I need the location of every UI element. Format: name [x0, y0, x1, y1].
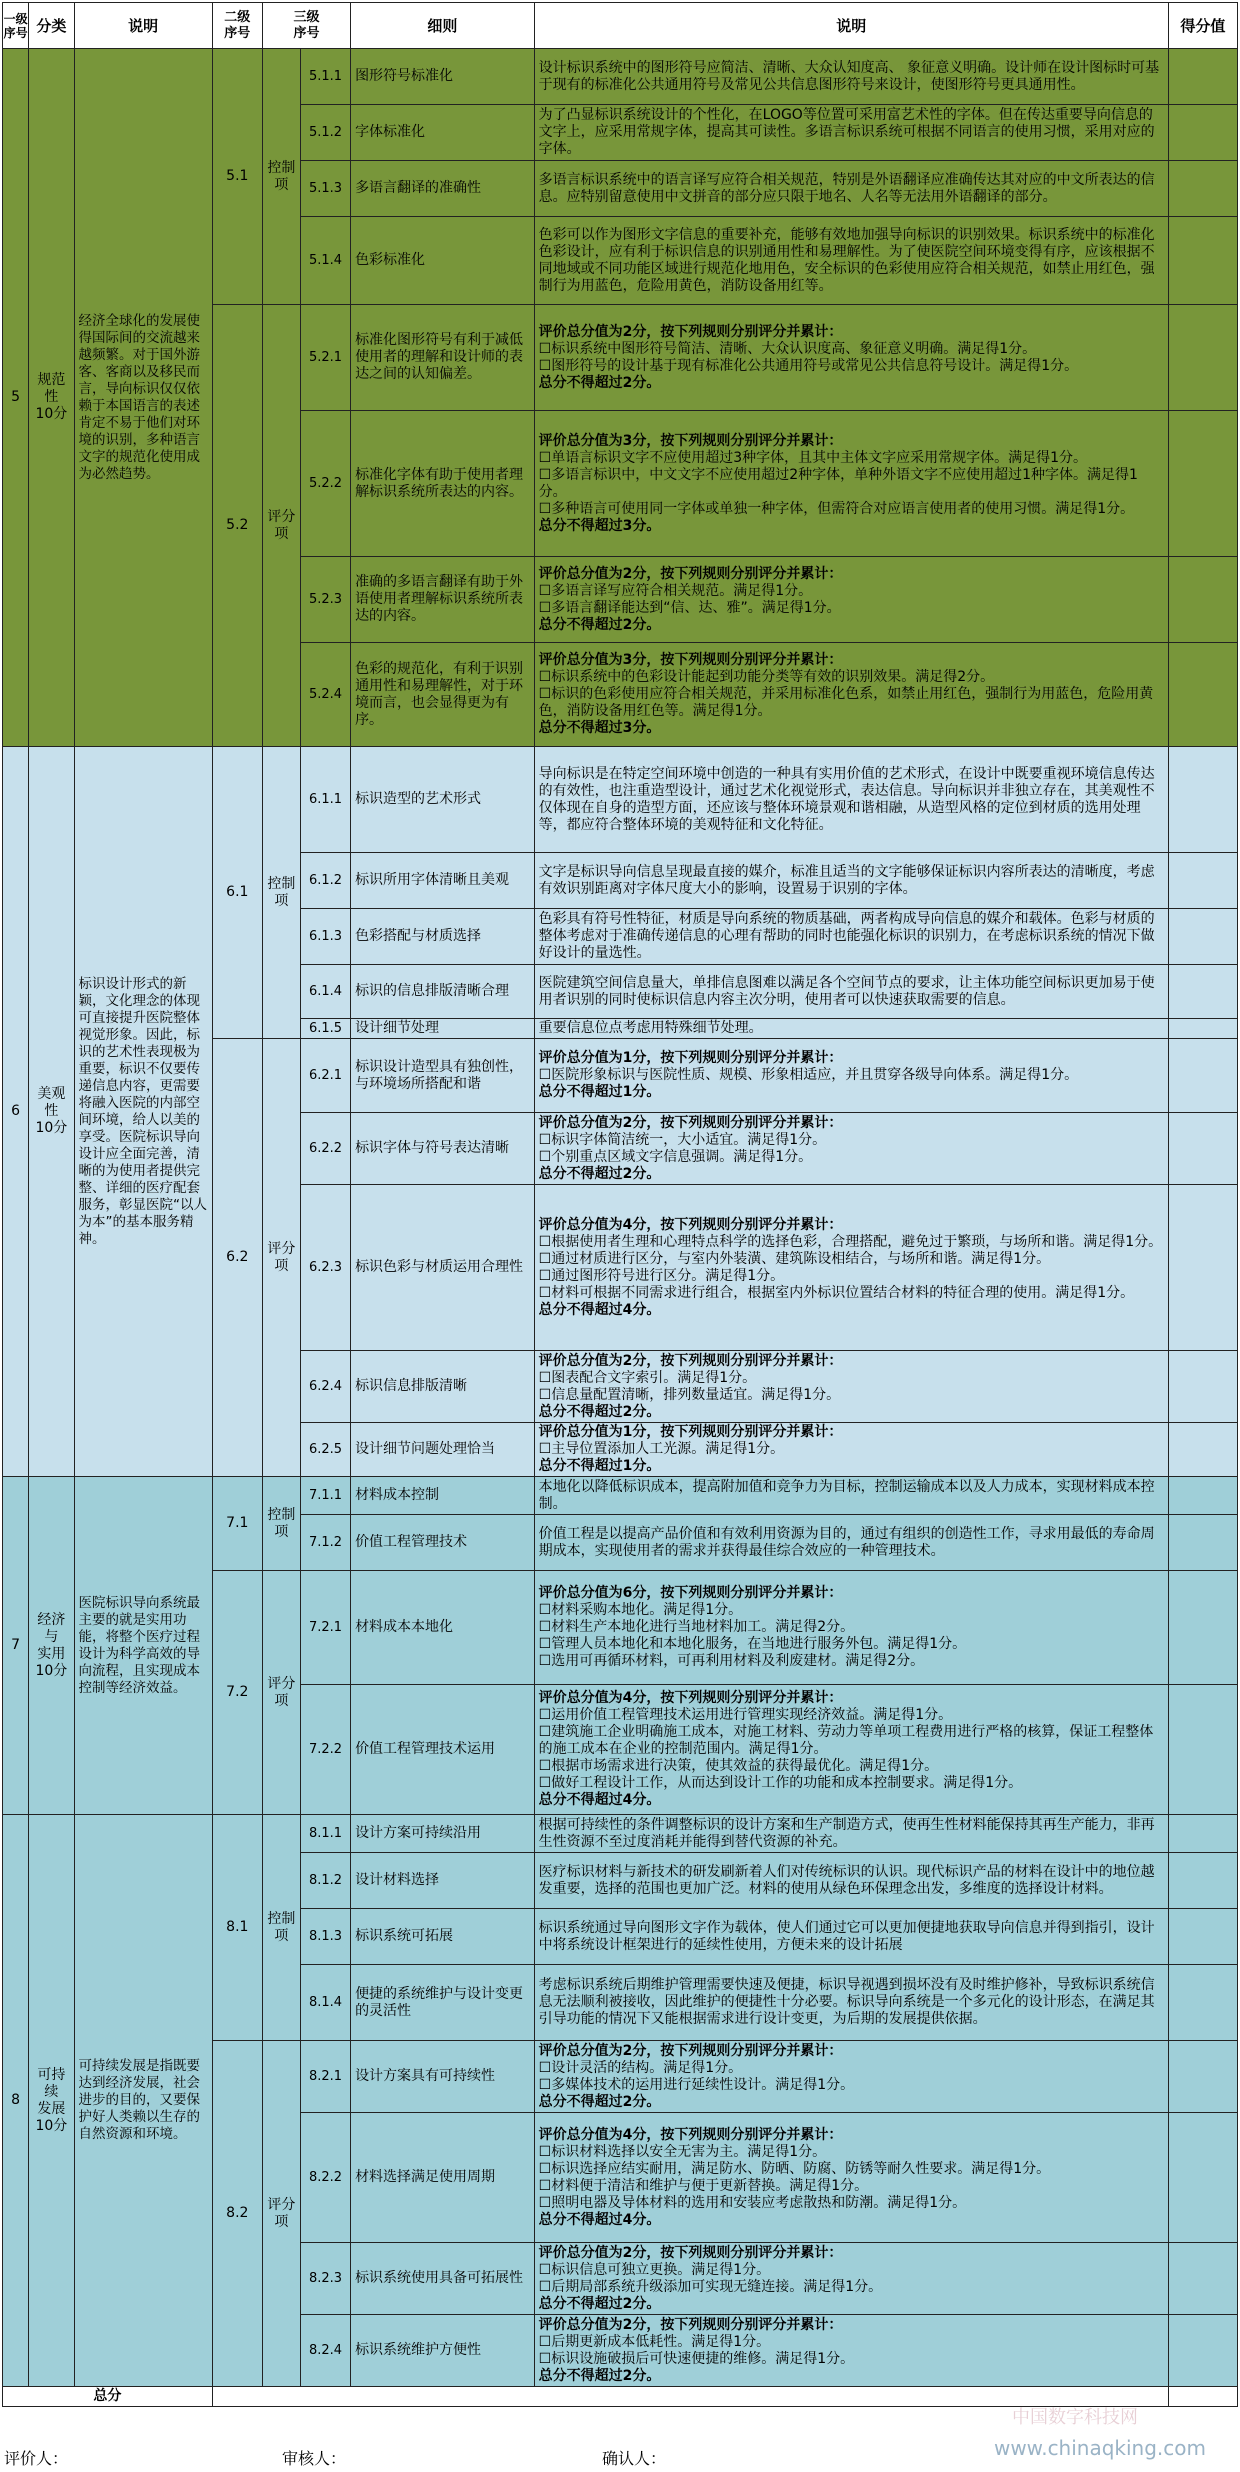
score-cell — [1168, 105, 1237, 161]
item-rule: 准确的多语言翻译有助于外语使用者理解标识系统所表达的内容。 — [351, 557, 535, 643]
scoring-criterion: ☐多语言标识中，中文文字不应使用超过2种字体，单种外语文字不应使用超过1种字体。满足得1分。 — [538, 466, 1138, 500]
table-row — [3, 1477, 1238, 1515]
item-rule: 便捷的系统维护与设计变更的灵活性 — [351, 1965, 535, 2041]
item-rule: 标识色彩与材质运用合理性 — [351, 1185, 535, 1351]
evaluation-table — [2, 2, 1238, 2407]
score-cell — [1168, 2113, 1237, 2243]
scoring-header: 评价总分值为4分，按下列规则分别评分并累计： — [538, 1690, 843, 1706]
subsection-type: 控制 项 — [262, 1477, 300, 1571]
section-category: 经济与 实用 10分 — [29, 1477, 74, 1815]
item-number: 6.2.3 — [300, 1185, 350, 1351]
item-number: 8.2.1 — [300, 2041, 350, 2113]
item-rule: 设计细节处理 — [351, 1019, 535, 1039]
score-cell — [1168, 2041, 1237, 2113]
item-rule: 设计材料选择 — [351, 1853, 535, 1909]
scoring-criterion: ☐设计灵活的结构。满足得1分。 — [538, 2059, 743, 2076]
item-explanation — [534, 557, 1168, 643]
score-cell — [1168, 1351, 1237, 1423]
header-level3-no: 三级 序号 — [262, 3, 350, 49]
item-number: 6.1.1 — [300, 747, 350, 853]
scoring-header: 评价总分值为6分，按下列规则分别评分并累计： — [538, 1585, 843, 1601]
scoring-criterion: ☐根据市场需求进行决策，使其效益的获得最优化。满足得1分。 — [538, 1758, 939, 1774]
scoring-criterion: ☐后期更新成本低耗性。满足得1分。 — [538, 2333, 771, 2350]
item-number: 6.1.5 — [300, 1019, 350, 1039]
score-cell — [1168, 2243, 1237, 2315]
scoring-criterion: ☐通过图形符号进行区分。满足得1分。 — [538, 1267, 785, 1284]
item-explanation — [534, 1113, 1168, 1185]
scoring-criterion: ☐标识材料选择以安全无害为主。满足得1分。 — [538, 2143, 827, 2160]
scoring-criterion: ☐根据使用者生理和心理特点科学的选择色彩，合理搭配，避免过于繁琐，与场所和谐。满足得1分。 — [538, 1233, 1163, 1250]
section-description: 可持续发展是指既要达到经济发展，社会进步的目的，又要保护好人类赖以生存的自然资源和环境。 — [74, 1815, 212, 2387]
item-number: 6.1.3 — [300, 909, 350, 965]
section-number: 5 — [3, 49, 29, 747]
item-explanation — [534, 1185, 1168, 1351]
item-number: 5.2.4 — [300, 643, 350, 747]
section-description: 标识设计形式的新颖，文化理念的体现可直接提升医院整体视觉形象。因此，标识的艺术性表现极为重要，标识不仅要传递信息内容，更需要将融入医院的内部空间环境，给人以美的享受。医院标识导向设计应全面完善，清晰的为使用者提供完整、详细的医疗配套服务，彰显医院“以人为本”的基本服务精神。 — [74, 747, 212, 1477]
header-level1-no: 一级 序号 — [3, 3, 29, 49]
evaluator-label: 评价人： — [4, 2449, 69, 2468]
subsection-number: 5.1 — [212, 49, 262, 305]
score-cell — [1168, 643, 1237, 747]
scoring-cap: 总分不得超过2分。 — [538, 2367, 661, 2384]
score-cell — [1168, 1515, 1237, 1571]
score-cell — [1168, 1039, 1237, 1113]
scoring-header: 评价总分值为2分，按下列规则分别评分并累计： — [538, 1114, 843, 1131]
scoring-criterion: ☐材料采购本地化。满足得1分。 — [538, 1602, 743, 1618]
scoring-cap: 总分不得超过2分。 — [538, 616, 661, 633]
item-rule: 价值工程管理技术 — [351, 1515, 535, 1571]
item-number: 8.1.1 — [300, 1815, 350, 1853]
item-explanation: 考虑标识系统后期维护管理需要快速及便捷，标识导视遇到损坏没有及时维护修补，导致标识系统信息无法顺利被接收，因此维护的便捷性十分必要。标识导向系统是一个多元化的设计形态，在满足其引导功能的情况下又能根据需求进行设计变更，为后期的发展提供依据。 — [534, 1965, 1168, 2041]
item-number: 7.2.1 — [300, 1571, 350, 1685]
scoring-criterion: ☐标识字体简洁统一，大小适宜。满足得1分。 — [538, 1131, 827, 1148]
scoring-criterion: ☐通过材质进行区分，与室内外装潢、建筑陈设相结合，与场所和谐。满足得1分。 — [538, 1250, 1051, 1267]
item-rule: 字体标准化 — [351, 105, 535, 161]
scoring-header: 评价总分值为3分，按下列规则分别评分并累计： — [538, 432, 843, 449]
scoring-criterion: ☐运用价值工程管理技术运用进行管理实现经济效益。满足得1分。 — [538, 1707, 953, 1723]
section-category: 美观性 10分 — [29, 747, 74, 1477]
scoring-criterion: ☐材料可根据不同需求进行组合，根据室内外标识位置结合材料的特征合理的使用。满足得1分。 — [538, 1284, 1135, 1301]
item-number: 8.2.4 — [300, 2315, 350, 2387]
score-cell — [1168, 1571, 1237, 1685]
subsection-type: 评分 项 — [262, 1571, 300, 1815]
item-explanation: 文字是标识导向信息呈现最直接的媒介，标准且适当的文字能够保证标识内容所表达的清晰度，考虑有效识别距离对字体尺度大小的影响，设置易于识别的字体。 — [534, 853, 1168, 909]
item-rule: 标识所用字体清晰且美观 — [351, 853, 535, 909]
scoring-header: 评价总分值为4分，按下列规则分别评分并累计： — [538, 2126, 843, 2143]
scoring-cap: 总分不得超过2分。 — [538, 2295, 661, 2312]
score-cell — [1168, 161, 1237, 217]
section-number: 8 — [3, 1815, 29, 2387]
item-explanation: 导向标识是在特定空间环境中创造的一种具有实用价值的艺术形式，在设计中既要重视环境信息传达的有效性，也注重造型设计，通过艺术化视觉形式，表达信息。导向标识并非独立存在，其美观性不仅体现在自身的造型方面，还应该与整体环境景观和谐相融，从造型风格的定位到材质的选用处理等，都应符合整体环境的美观特征和文化特征。 — [534, 747, 1168, 853]
subsection-type: 控制 项 — [262, 1815, 300, 2041]
item-number: 7.1.2 — [300, 1515, 350, 1571]
item-number: 8.1.4 — [300, 1965, 350, 2041]
scoring-header: 评价总分值为2分，按下列规则分别评分并累计： — [538, 323, 843, 340]
total-label: 总分 — [3, 2387, 213, 2407]
scoring-header: 评价总分值为2分，按下列规则分别评分并累计： — [538, 1352, 843, 1369]
item-number: 6.1.2 — [300, 853, 350, 909]
scoring-criterion: ☐多语言译写应符合相关规范。满足得1分。 — [538, 582, 813, 599]
score-cell — [1168, 1423, 1237, 1477]
item-rule: 材料选择满足使用周期 — [351, 2113, 535, 2243]
scoring-header: 评价总分值为1分，按下列规则分别评分并累计： — [538, 1424, 843, 1440]
item-number: 5.1.4 — [300, 217, 350, 305]
subsection-number: 6.2 — [212, 1039, 262, 1477]
item-rule: 标识系统使用具备可拓展性 — [351, 2243, 535, 2315]
section-category: 规范性 10分 — [29, 49, 74, 747]
item-explanation — [534, 305, 1168, 411]
scoring-criterion: ☐多种语言可使用同一字体或单独一种字体，但需符合对应语言使用者的使用习惯。满足得1分。 — [538, 500, 1135, 517]
subsection-number: 5.2 — [212, 305, 262, 747]
section-number: 6 — [3, 747, 29, 1477]
item-explanation — [534, 1571, 1168, 1685]
item-rule: 设计细节问题处理恰当 — [351, 1423, 535, 1477]
item-rule: 色彩搭配与材质选择 — [351, 909, 535, 965]
table-row — [3, 747, 1238, 853]
score-cell — [1168, 853, 1237, 909]
score-cell — [1168, 305, 1237, 411]
item-explanation — [534, 1039, 1168, 1113]
subsection-type: 评分 项 — [262, 305, 300, 747]
item-rule: 色彩的规范化，有利于识别通用性和易理解性，对于环境而言，也会显得更为有序。 — [351, 643, 535, 747]
score-cell — [1168, 909, 1237, 965]
section-description: 经济全球化的发展使得国际间的交流越来越频繁。对于国外游客、客商以及移民而言，导向标识仅仅依赖于本国语言的表述肯定不易于他们对环境的识别，多种语言文字的规范化使用成为必然趋势。 — [74, 49, 212, 747]
item-rule: 标识系统维护方便性 — [351, 2315, 535, 2387]
subsection-type: 评分 项 — [262, 1039, 300, 1477]
scoring-criterion: ☐做好工程设计工作，从而达到设计工作的功能和成本控制要求。满足得1分。 — [538, 1775, 1023, 1791]
table-row — [3, 1815, 1238, 1853]
scoring-criterion: ☐标识信息可独立更换。满足得1分。 — [538, 2261, 771, 2278]
score-cell — [1168, 1477, 1237, 1515]
scoring-criterion: ☐标识设施破损后可快速便捷的维修。满足得1分。 — [538, 2350, 855, 2367]
subsection-type: 控制 项 — [262, 747, 300, 1039]
scoring-cap: 总分不得超过4分。 — [538, 1792, 661, 1808]
total-score — [1168, 2387, 1237, 2407]
scoring-criterion: ☐多语言翻译能达到“信、达、雅”。满足得1分。 — [538, 599, 841, 616]
section-category: 可持续 发展 10分 — [29, 1815, 74, 2387]
scoring-criterion: ☐多媒体技术的运用进行延续性设计。满足得1分。 — [538, 2076, 855, 2093]
scoring-cap: 总分不得超过4分。 — [538, 2211, 661, 2228]
item-rule: 材料成本控制 — [351, 1477, 535, 1515]
item-rule: 标识的信息排版清晰合理 — [351, 965, 535, 1019]
item-number: 6.2.5 — [300, 1423, 350, 1477]
item-rule: 标识设计造型具有独创性，与环境场所搭配和谐 — [351, 1039, 535, 1113]
item-rule: 设计方案具有可持续性 — [351, 2041, 535, 2113]
score-cell — [1168, 1019, 1237, 1039]
reviewer-label: 审核人： — [282, 2449, 347, 2468]
item-rule: 设计方案可持续沿用 — [351, 1815, 535, 1853]
item-explanation — [534, 643, 1168, 747]
subsection-number: 6.1 — [212, 747, 262, 1039]
subsection-number: 7.2 — [212, 1571, 262, 1815]
item-rule: 标准化字体有助于使用者理解标识系统所表达的内容。 — [351, 411, 535, 557]
item-explanation: 重要信息位点考虑用特殊细节处理。 — [534, 1019, 1168, 1039]
score-cell — [1168, 747, 1237, 853]
header-description: 说明 — [74, 3, 212, 49]
section-number: 7 — [3, 1477, 29, 1815]
scoring-cap: 总分不得超过4分。 — [538, 1301, 661, 1318]
scoring-cap: 总分不得超过3分。 — [538, 720, 661, 736]
item-number: 6.2.2 — [300, 1113, 350, 1185]
scoring-criterion: ☐单语言标识文字不应使用超过3种字体，且其中主体文字应采用常规字体。满足得1分。 — [538, 449, 1088, 466]
scoring-criterion: ☐标识选择应结实耐用，满足防水、防晒、防腐、防锈等耐久性要求。满足得1分。 — [538, 2160, 1051, 2177]
item-explanation — [534, 2041, 1168, 2113]
item-explanation: 价值工程是以提高产品价值和有效利用资源为目的，通过有组织的创造性工作，寻求用最低的寿命周期成本，实现使用者的需求并获得最佳综合效应的一种管理技术。 — [534, 1515, 1168, 1571]
item-explanation — [534, 2315, 1168, 2387]
item-rule: 标准化图形符号有利于减低使用者的理解和设计师的表达之间的认知偏差。 — [351, 305, 535, 411]
item-explanation: 根据可持续性的条件调整标识的设计方案和生产制造方式，使再生性材料能保持其再生产能力，非再生性资源不至过度消耗并能得到替代资源的补充。 — [534, 1815, 1168, 1853]
item-rule: 色彩标准化 — [351, 217, 535, 305]
scoring-header: 评价总分值为3分，按下列规则分别评分并累计： — [538, 652, 843, 668]
item-number: 5.2.1 — [300, 305, 350, 411]
item-rule: 标识信息排版清晰 — [351, 1351, 535, 1423]
item-explanation — [534, 1685, 1168, 1815]
scoring-cap: 总分不得超过2分。 — [538, 374, 661, 391]
item-rule: 图形符号标准化 — [351, 49, 535, 105]
item-rule: 多语言翻译的准确性 — [351, 161, 535, 217]
score-cell — [1168, 411, 1237, 557]
item-explanation — [534, 1423, 1168, 1477]
score-cell — [1168, 557, 1237, 643]
scoring-criterion: ☐材料便于清洁和维护与便于更新替换。满足得1分。 — [538, 2177, 869, 2194]
item-number: 7.2.2 — [300, 1685, 350, 1815]
item-number: 5.2.2 — [300, 411, 350, 557]
item-explanation: 色彩具有符号性特征，材质是导向系统的物质基础，两者构成导向信息的媒介和载体。色彩与材质的整体考虑对于准确传递信息的心理有帮助的同时也能强化标识的识别力，在考虑标识系统的情况下做好设计的量选性。 — [534, 909, 1168, 965]
subsection-number: 8.2 — [212, 2041, 262, 2387]
header-score: 得分值 — [1168, 3, 1237, 49]
score-cell — [1168, 1685, 1237, 1815]
item-explanation: 标识系统通过导向图形文字作为载体，使人们通过它可以更加便捷地获取导向信息并得到指引，设计中将系统设计框架进行的延续性使用，方便未来的设计拓展 — [534, 1909, 1168, 1965]
item-rule: 标识字体与符号表达清晰 — [351, 1113, 535, 1185]
score-cell — [1168, 2315, 1237, 2387]
score-cell — [1168, 1185, 1237, 1351]
score-cell — [1168, 217, 1237, 305]
scoring-cap: 总分不得超过3分。 — [538, 517, 661, 534]
item-explanation: 本地化以降低标识成本，提高附加值和竞争力为目标，控制运输成本以及人力成本，实现材料成本控制。 — [534, 1477, 1168, 1515]
scoring-cap: 总分不得超过2分。 — [538, 1403, 661, 1420]
scoring-criterion: ☐管理人员本地化和本地化服务，在当地进行服务外包。满足得1分。 — [538, 1636, 967, 1652]
item-explanation: 多语言标识系统中的语言译写应符合相关规范，特别是外语翻译应准确传达其对应的中文所表达的信息。应特别留意使用中文拼音的部分应只限于地名、人名等无法用外语翻译的部分。 — [534, 161, 1168, 217]
scoring-criterion: ☐标识系统中的色彩设计能起到功能分类等有效的识别效果。满足得2分。 — [538, 669, 995, 685]
table-body — [3, 49, 1238, 2407]
subsection-type: 评分 项 — [262, 2041, 300, 2387]
item-number: 8.1.3 — [300, 1909, 350, 1965]
scoring-criterion: ☐材料生产本地化进行当地材料加工。满足得2分。 — [538, 1619, 855, 1635]
scoring-criterion: ☐个别重点区域文字信息强调。满足得1分。 — [538, 1148, 813, 1165]
scoring-cap: 总分不得超过2分。 — [538, 2093, 661, 2110]
subsection-type: 控制 项 — [262, 49, 300, 305]
item-explanation — [534, 411, 1168, 557]
header-level2-no: 二级 序号 — [212, 3, 262, 49]
item-number: 6.2.1 — [300, 1039, 350, 1113]
item-explanation: 设计标识系统中的图形符号应简洁、清晰、大众认知度高、 象征意义明确。设计师在设计图标时可基于现有的标准化公共通用符号及常见公共信息图形符号来设计，使图形符号更具通用性。 — [534, 49, 1168, 105]
subsection-number: 7.1 — [212, 1477, 262, 1571]
scoring-header: 评价总分值为2分，按下列规则分别评分并累计： — [538, 2316, 843, 2333]
confirmer-label: 确认人： — [602, 2449, 667, 2468]
item-number: 6.1.4 — [300, 965, 350, 1019]
scoring-cap: 总分不得超过2分。 — [538, 1165, 661, 1182]
scoring-criterion: ☐信息量配置清晰，排列数量适宜。满足得1分。 — [538, 1386, 841, 1403]
scoring-criterion: ☐照明电器及导体材料的选用和安装应考虑散热和防潮。满足得1分。 — [538, 2194, 967, 2211]
subsection-number: 8.1 — [212, 1815, 262, 2041]
score-cell — [1168, 1853, 1237, 1909]
score-cell — [1168, 1965, 1237, 2041]
scoring-cap: 总分不得超过1分。 — [538, 1084, 661, 1100]
item-explanation — [534, 2113, 1168, 2243]
header-rule: 细则 — [351, 3, 535, 49]
score-cell — [1168, 49, 1237, 105]
item-rule: 标识系统可拓展 — [351, 1909, 535, 1965]
item-number: 5.1.2 — [300, 105, 350, 161]
table-row — [3, 49, 1238, 105]
scoring-header: 评价总分值为2分，按下列规则分别评分并累计： — [538, 2244, 843, 2261]
item-rule: 价值工程管理技术运用 — [351, 1685, 535, 1815]
scoring-header: 评价总分值为2分，按下列规则分别评分并累计： — [538, 2042, 843, 2059]
item-explanation: 色彩可以作为图形文字信息的重要补充，能够有效地加强导向标识的识别效果。标识系统中的标准化色彩设计，应有利于标识信息的识别通用性和易理解性。为了使医院空间环境变得有序，应该根据不同地域或不同功能区域进行规范化地用色，安全标识的色彩使用应符合相关规范，如禁止用红色，强制行为用蓝色，危险用黄色，消防设备用红等。 — [534, 217, 1168, 305]
scoring-criterion: ☐后期局部系统升级添加可实现无缝连接。满足得1分。 — [538, 2278, 883, 2295]
header-category: 分类 — [29, 3, 74, 49]
scoring-header: 评价总分值为4分，按下列规则分别评分并累计： — [538, 1216, 843, 1233]
item-number: 5.1.1 — [300, 49, 350, 105]
scoring-criterion: ☐医院形象标识与医院性质、规模、形象相适应，并且贯穿各级导向体系。满足得1分。 — [538, 1067, 1079, 1083]
item-number: 5.1.3 — [300, 161, 350, 217]
item-number: 5.2.3 — [300, 557, 350, 643]
table-header — [3, 3, 1238, 49]
item-explanation — [534, 2243, 1168, 2315]
score-cell — [1168, 1909, 1237, 1965]
scoring-criterion: ☐建筑施工企业明确施工成本，对施工材料、劳动力等单项工程费用进行严格的核算，保证工程整体的施工成本在企业的控制范围内。满足得1分。 — [538, 1724, 1154, 1757]
item-number: 8.1.2 — [300, 1853, 350, 1909]
item-number: 8.2.3 — [300, 2243, 350, 2315]
scoring-criterion: ☐选用可再循环材料，可再利用材料及利废建材。满足得2分。 — [538, 1653, 925, 1669]
item-rule: 材料成本本地化 — [351, 1571, 535, 1685]
item-number: 7.1.1 — [300, 1477, 350, 1515]
scoring-header: 评价总分值为1分，按下列规则分别评分并累计： — [538, 1050, 843, 1066]
item-explanation: 医疗标识材料与新技术的研发刷新着人们对传统标识的认识。现代标识产品的材料在设计中的地位越发重要，选择的范围也更加广泛。材料的使用从绿色环保理念出发，多维度的选择设计材料。 — [534, 1853, 1168, 1909]
item-explanation: 医院建筑空间信息量大，单排信息图难以满足各个空间节点的要求，让主体功能空间标识更加易于使用者识别的同时使标识信息内容主次分明，使用者可以快速获取需要的信息。 — [534, 965, 1168, 1019]
scoring-cap: 总分不得超过1分。 — [538, 1458, 661, 1474]
section-description: 医院标识导向系统最主要的就是实用功能，将整个医疗过程设计为科学高效的导向流程，且实现成本控制等经济效益。 — [74, 1477, 212, 1815]
score-cell — [1168, 1113, 1237, 1185]
item-number: 6.2.4 — [300, 1351, 350, 1423]
item-rule: 标识造型的艺术形式 — [351, 747, 535, 853]
scoring-criterion: ☐主导位置添加人工光源。满足得1分。 — [538, 1441, 785, 1457]
score-cell — [1168, 965, 1237, 1019]
watermark-cn: 中国数字科技网 — [1012, 2407, 1138, 2428]
scoring-criterion: ☐图形符号的设计基于现有标准化公共通用符号或常见公共信息符号设计。满足得1分。 — [538, 357, 1079, 374]
item-explanation: 为了凸显标识系统设计的个性化，在LOGO等位置可采用富艺术性的字体。但在传达重要导向信息的文字上，应采用常规字体，提高其可读性。多语言标识系统可根据不同语言的使用习惯，采用对应的字体。 — [534, 105, 1168, 161]
scoring-criterion: ☐图表配合文字索引。满足得1分。 — [538, 1369, 757, 1386]
score-cell — [1168, 1815, 1237, 1853]
scoring-criterion: ☐标识系统中图形符号简洁、清晰、大众认识度高、象征意义明确。满足得1分。 — [538, 340, 1037, 357]
scoring-criterion: ☐标识的色彩使用应符合相关规范，并采用标准化色系，如禁止用红色，强制行为用蓝色，危险用黄色，消防设备用红色等。满足得1分。 — [538, 686, 1154, 719]
watermark-site: www.chinaqking.com — [993, 2436, 1206, 2460]
header-explanation: 说明 — [534, 3, 1168, 49]
scoring-header: 评价总分值为2分，按下列规则分别评分并累计： — [538, 565, 843, 582]
item-explanation — [534, 1351, 1168, 1423]
item-number: 8.2.2 — [300, 2113, 350, 2243]
